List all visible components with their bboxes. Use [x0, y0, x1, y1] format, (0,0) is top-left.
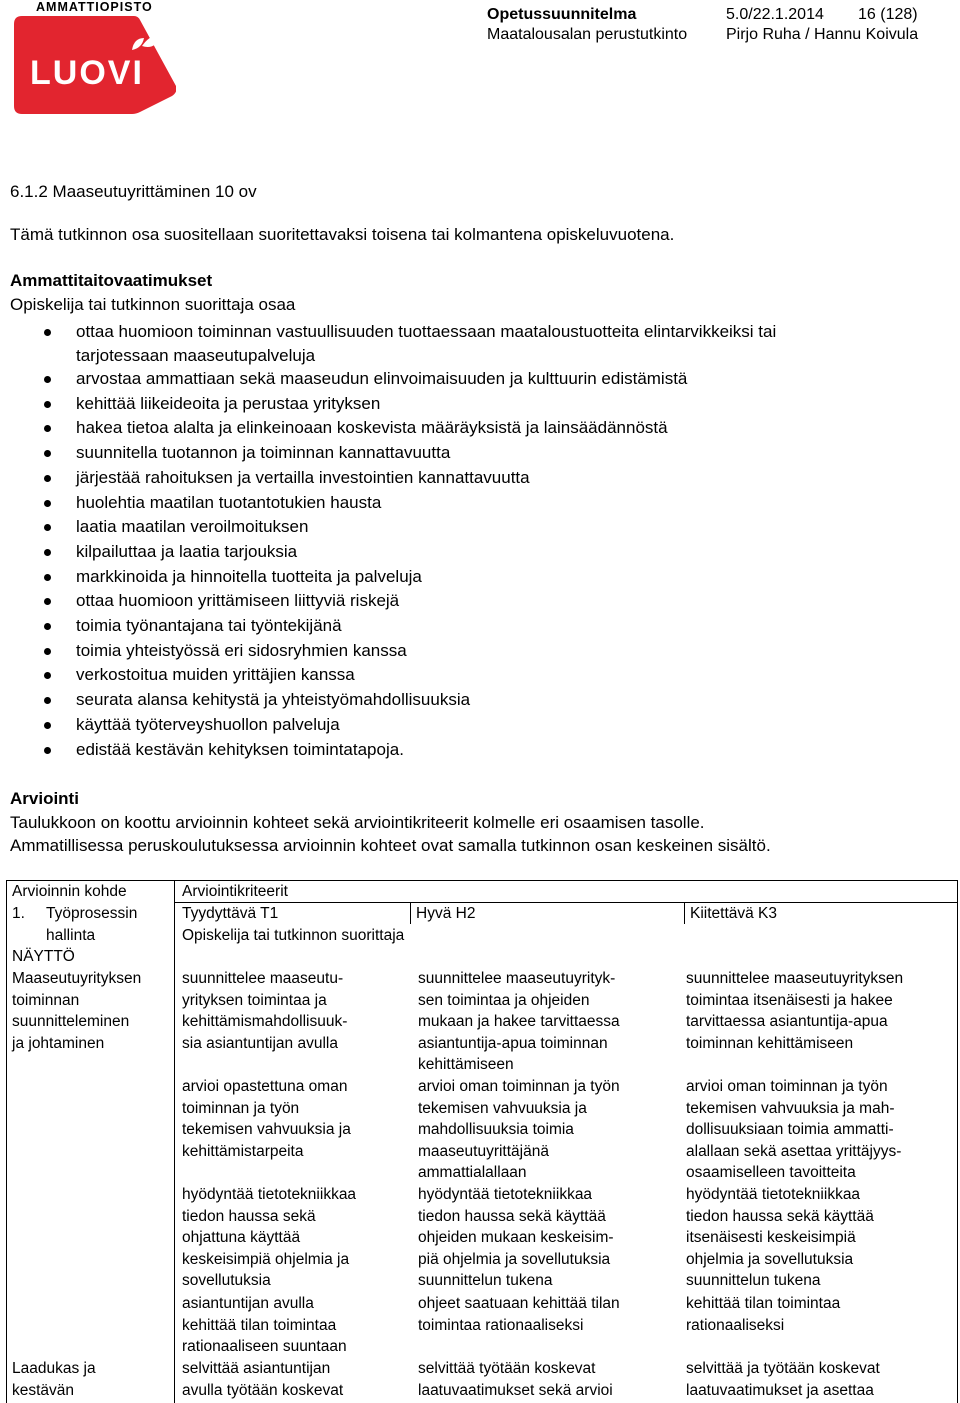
list-item: huolehtia maatilan tuotantotukien hausta: [0, 491, 960, 516]
level-t1-header: Tyydyttävä T1: [182, 905, 279, 922]
criteria-subheader: Opiskelija tai tutkinnon suorittaja: [182, 927, 405, 944]
level-h2-header: Hyvä H2: [416, 905, 476, 922]
list-item: kilpailuttaa ja laatia tarjouksia: [0, 540, 960, 565]
row4-t1: asiantuntijan avulla kehittää tilan toimintaa rationaaliseen suuntaan: [182, 1295, 347, 1355]
row3-t1: hyödyntää tietotekniikkaa tiedon haussa sekä ohjattuna käyttää keskeisimpiä ohjelmia ja sovellutuksia: [182, 1186, 357, 1289]
requirements-list: [0, 320, 960, 762]
section-intro: Tämä tutkinnon osa suositellaan suoritettavaksi toisena tai kolmantena opiskeluvuotena.: [10, 225, 675, 244]
doc-version: 5.0/22.1.2014: [726, 6, 824, 23]
row5-h2: selvittää työtään koskevat laatuvaatimukset sekä arvioi: [418, 1360, 613, 1399]
row5-k3: selvittää ja työtään koskevat laatuvaatimukset ja asettaa: [686, 1360, 880, 1399]
row2-h2: arvioi oman toiminnan ja työn tekemisen vahvuuksia ja mahdollisuuksia toimia maaseutuyrittäjänä ammattialallaan: [418, 1078, 620, 1181]
target-title-1: Työprosessin: [46, 905, 138, 922]
section-heading: 6.1.2 Maaseutuyrittäminen 10 ov: [10, 182, 257, 201]
target-number: 1.: [12, 905, 25, 922]
luovi-logo: [14, 16, 176, 114]
target-maaseutu: Maaseutuyrityksen toiminnan suunnitteleminen ja johtaminen: [12, 970, 142, 1052]
row2-t1: arvioi opastettuna oman toiminnan ja työn tekemisen vahvuuksia ja kehittämistarpeita: [182, 1078, 351, 1160]
row5-t1: selvittää asiantuntijan avulla työtään koskevat: [182, 1360, 344, 1399]
assessment-table: [6, 880, 958, 1403]
bullet-icon: [44, 524, 51, 531]
list-item: ottaa huomioon toiminnan vastuullisuuden tuottaessaan maataloustuotteita elintarvikkeiksi tai tarjotessaan maaseutupalveluja: [0, 320, 960, 367]
row4-h2: ohjeet saatuaan kehittää tilan toimintaa rationaaliseksi: [418, 1295, 620, 1334]
list-item: järjestää rahoituksen ja vertailla investointien kannattavuutta: [0, 466, 960, 491]
bullet-icon: [44, 376, 51, 383]
list-item: arvostaa ammattiaan sekä maaseudun elinvoimaisuuden ja kulttuurin edistämistä: [0, 367, 960, 392]
row3-h2: hyödyntää tietotekniikkaa tiedon haussa sekä käyttää ohjeiden mukaan keskeisim- piä ohjelmia ja sovellutuksia suunnittelun tukena: [418, 1186, 614, 1289]
row1-k3: suunnittelee maaseutuyrityksen toimintaa itsenäisesti ja hakee tarvittaessa asiantuntija-apua toiminnan kehittämiseen: [686, 970, 904, 1052]
naytto-label: NÄYTTÖ: [12, 948, 75, 965]
doc-authors: Pirjo Ruha / Hannu Koivula: [726, 26, 919, 43]
requirements-heading: Ammattitaitovaatimukset: [10, 271, 213, 290]
assessment-heading: Arviointi: [10, 789, 79, 808]
bullet-icon: [44, 500, 51, 507]
list-item: laatia maatilan veroilmoituksen: [0, 515, 960, 540]
assessment-paragraph-1: Taulukkoon on koottu arvioinnin kohteet sekä arviointikriteerit kolmelle eri osaamisen tasolle.: [10, 813, 705, 832]
bullet-icon: [44, 747, 51, 754]
row1-t1: suunnittelee maaseutu- yrityksen toimintaa ja kehittämismahdollisuuk- sia asiantuntijan avulla: [182, 970, 348, 1052]
target-laadukas: Laadukas ja kestävän: [12, 1360, 96, 1399]
bullet-icon: [44, 697, 51, 704]
bullet-icon: [44, 672, 51, 679]
doc-title: Opetussuunnitelma: [487, 6, 637, 23]
list-item: edistää kestävän kehityksen toimintatapoja.: [0, 738, 960, 763]
target-title-2: hallinta: [46, 927, 96, 944]
bullet-icon: [44, 722, 51, 729]
page-number: 16 (128): [858, 6, 918, 23]
list-item: markkinoida ja hinnoitella tuotteita ja palveluja: [0, 565, 960, 590]
level-k3-header: Kiitettävä K3: [690, 905, 778, 922]
bullet-icon: [44, 598, 51, 605]
list-item: kehittää liikeideoita ja perustaa yrityksen: [0, 392, 960, 417]
bullet-icon: [44, 549, 51, 556]
bullet-icon: [44, 425, 51, 432]
bullet-icon: [44, 401, 51, 408]
list-item: toimia yhteistyössä eri sidosryhmien kanssa: [0, 639, 960, 664]
row3-k3: hyödyntää tietotekniikkaa tiedon haussa sekä käyttää itsenäisesti keskeisimpiä ohjelmia ja sovellutuksia suunnittelun tukena: [686, 1186, 874, 1289]
bullet-icon: [44, 450, 51, 457]
bullet-icon: [44, 475, 51, 482]
bullet-icon: [44, 623, 51, 630]
bullet-icon: [44, 329, 51, 336]
list-item: toimia työnantajana tai työntekijänä: [0, 614, 960, 639]
list-item: suunnitella tuotannon ja toiminnan kannattavuutta: [0, 441, 960, 466]
list-item: verkostoitua muiden yrittäjien kanssa: [0, 663, 960, 688]
list-item: ottaa huomioon yrittämiseen liittyviä riskejä: [0, 589, 960, 614]
degree-name: Maatalousalan perustutkinto: [487, 26, 688, 43]
logo-small-text: AMMATTIOPISTO: [36, 0, 153, 14]
list-item: seurata alansa kehitystä ja yhteistyömahdollisuuksia: [0, 688, 960, 713]
bullet-icon: [44, 648, 51, 655]
row1-h2: suunnittelee maaseutuyrityk- sen toimintaa ja ohjeiden mukaan ja hakee tarvittaessa asiantuntija-apua toiminnan kehittämiseen: [418, 970, 620, 1073]
row4-k3: kehittää tilan toimintaa rationaaliseksi: [686, 1295, 841, 1334]
bullet-icon: [44, 574, 51, 581]
col-target-header: Arvioinnin kohde: [12, 883, 127, 900]
list-item: hakea tietoa alalta ja elinkeinoaan koskevista määräyksistä ja lainsäädännöstä: [0, 416, 960, 441]
requirements-lead: Opiskelija tai tutkinnon suorittaja osaa: [10, 295, 296, 314]
svg-text:LUOVI: LUOVI: [30, 54, 144, 92]
list-item: käyttää työterveyshuollon palveluja: [0, 713, 960, 738]
assessment-paragraph-2: Ammatillisessa peruskoulutuksessa arvioinnin kohteet ovat samalla tutkinnon osan keskeinen sisältö.: [10, 836, 771, 855]
row2-k3: arvioi oman toiminnan ja työn tekemisen vahvuuksia ja mah- dollisuuksiaan toimia ammatti- alallaan sekä asettaa yrittäjyys- osaamiselleen tavoitteita: [686, 1078, 902, 1181]
col-criteria-header: Arviointikriteerit: [182, 883, 288, 900]
